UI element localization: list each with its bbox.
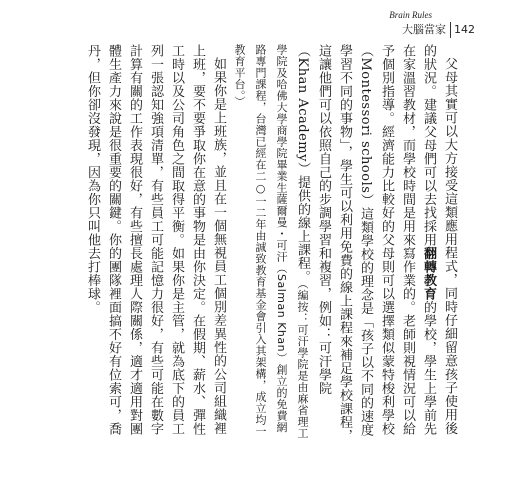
book-title-zh: 大腦當家 bbox=[402, 23, 446, 36]
paragraph-1-bold-term: 翻轉教育 bbox=[421, 246, 436, 301]
paragraph-2: 如果你是上班族，並且在一個無視員工個別差異性的公司組織裡上班，要不要爭取你在意的事物是由你決定。在假期、薪水、彈性工時以及公司角色之間取得平衡。如果你是主管，就為底下的員工列一張認知強項清單，有些員工可能記憶力很好，有些可能在數字計算有關的工作表現很好，有些擅長處理人際關係，適才適用對團體生產力來說是很重要的關鍵。你的團隊裡面搞不好有位索可，喬丹，但你卻沒發現，因為你只叫他去打棒球。 bbox=[85, 44, 226, 436]
editor-note: （編按：可汗學院是由麻省理工學院及哈佛大學商學院畢業生薩爾曼・可汗（Salman Khan）創立的免費網路專門課程，台灣已經在二○一二年由誠致教育基金會引入其架構，成立均一教育平台。） bbox=[233, 44, 309, 439]
paragraph-1-text-b: 的學校，學生上學前先在家溫習教材，而學校時間是用來寫作業的。老師則視情況可以給予個別指導。經濟能力比較好的父母則可以選擇類似蒙特梭利學校（Montessori schools）這類學校的理念是「孩子以不同的速度學習不同的事物」，學生可以利用免費的線上課程來補足學校課程，這讓他們可以依照自己的步調學習和複習，例如：可汗學院（Khan Academy）提供的線上課程。 bbox=[295, 44, 436, 443]
book-title-en: Brain Rules bbox=[389, 10, 432, 20]
header-divider bbox=[450, 22, 451, 38]
page-number: 142 bbox=[454, 23, 475, 36]
paragraph-1-text-a: 父母其實可以大方接受這類應用程式，同時仔細留意孩子使用後的狀況。建議父母們可以去找採用 bbox=[421, 44, 457, 435]
paragraph-1 bbox=[229, 44, 460, 444]
body-text bbox=[60, 44, 460, 444]
